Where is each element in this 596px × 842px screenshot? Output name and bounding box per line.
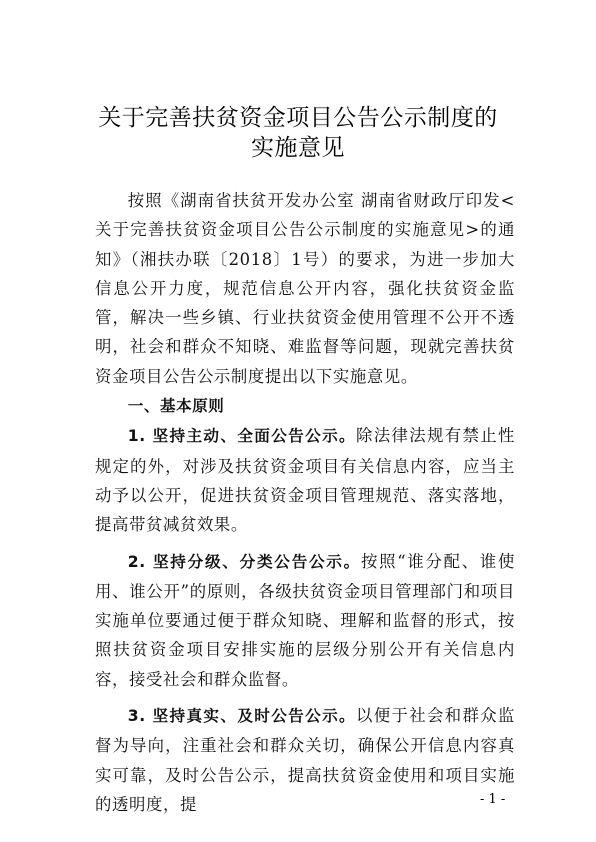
document-title-line-1: 关于完善扶贫资金项目公告公示制度的 — [98, 105, 498, 131]
principle-paragraph-3 — [95, 701, 515, 819]
page-number: - 1 - — [480, 792, 506, 807]
document-body — [95, 186, 515, 819]
section-heading-text: 一、基本原则 — [127, 397, 225, 416]
principle-paragraph-2 — [95, 547, 515, 694]
principle-paragraph-1 — [95, 421, 515, 539]
principle-text-2: 按照“谁分配、谁使用、谁公开”的原则，各级扶贫资金项目管理部门和项目实施单位要通过便于群众知晓、理解和监督的形式，按照扶贫资金项目安排实施的层级分别公开有关信息内容，接受社会和群众监督。 — [95, 551, 516, 689]
principle-text-3: 以便于社会和群众监督为导向，注重社会和群众关切，确保公开信息内容真实可靠，及时公告公示，提高扶贫资金使用和项目实施的透明度，提 — [95, 706, 516, 814]
intro-paragraph: 按照《湖南省扶贫开发办公室 湖南省财政厅印发<关于完善扶贫资金项目公告公示制度的实施意见>的通知》（湘扶办联〔2018〕1号）的要求，为进一步加大信息公开力度，规范信息公开内容，强化扶贫资金监管，解决一些乡镇、行业扶贫资金使用管理不公开不透明，社会和群众不知晓、难监督等问题，现就完善扶贫资金项目公告公示制度提出以下实施意见。 — [95, 191, 515, 386]
principle-text-1: 除法律法规有禁止性规定的外，对涉及扶贫资金项目有关信息内容，应当主动予以公开，促进扶贫资金项目管理规范、落实落地，提高带贫减贫效果。 — [95, 426, 516, 535]
section-heading-basic-principles — [95, 391, 515, 421]
principle-lead-2: 2. 坚持分级、分类公告公示。 — [127, 552, 361, 571]
principle-lead-3: 3. 坚持真实、及时公告公示。 — [127, 707, 357, 726]
principle-lead-1: 1. 坚持主动、全面公告公示。 — [127, 427, 357, 446]
document-title-line-2: 实施意见 — [251, 135, 345, 161]
